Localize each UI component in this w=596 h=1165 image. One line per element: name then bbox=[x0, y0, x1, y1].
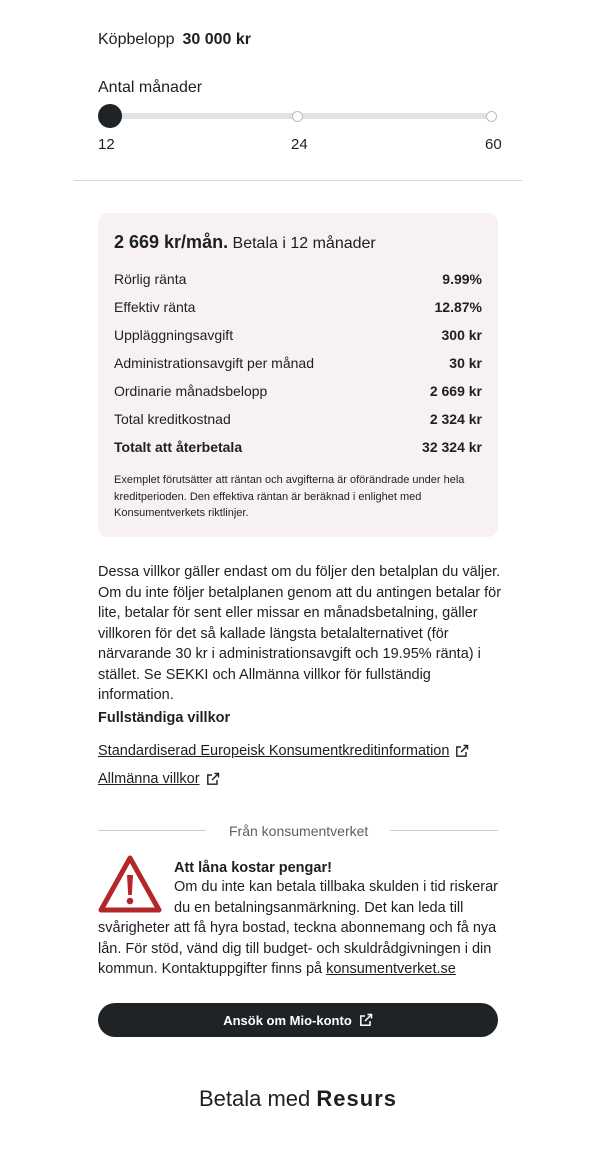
summary-disclaimer: Exemplet förutsätter att räntan och avgifterna är oförändrade under hela kreditperioden. Den effektiva räntan är beräknad i enlighet med Konsumentverkets riktlinjer. bbox=[114, 474, 465, 519]
footer-branding bbox=[0, 1085, 596, 1113]
warning-text-line: svårigheter att få hyra bostad, teckna abonnemang och få nya bbox=[98, 920, 497, 936]
summary-row bbox=[114, 382, 482, 400]
summary-row-label: Uppläggningsavgift bbox=[114, 327, 234, 343]
summary-row bbox=[114, 270, 482, 288]
summary-row-label: Total kreditkostnad bbox=[114, 411, 231, 427]
external-link-icon bbox=[206, 772, 220, 786]
summary-row-value: 12.87% bbox=[434, 299, 482, 315]
summary-row-value: 30 kr bbox=[449, 355, 482, 371]
kv-divider-right bbox=[390, 830, 498, 831]
purchase-amount bbox=[98, 30, 251, 50]
general-terms-link-label: Allmänna villkor bbox=[98, 771, 200, 787]
sekki-link-label: Standardiserad Europeisk Konsumentkreditinformation bbox=[98, 743, 450, 759]
summary-row-total bbox=[114, 438, 482, 456]
konsumentverket-link[interactable]: konsumentverket.se bbox=[326, 961, 456, 977]
external-link-icon bbox=[455, 744, 469, 758]
summary-row-label: Ordinarie månadsbelopp bbox=[114, 383, 268, 399]
summary-row-label: Effektiv ränta bbox=[114, 299, 196, 315]
external-link-icon bbox=[359, 1013, 373, 1027]
summary-row-label: Rörlig ränta bbox=[114, 271, 187, 287]
summary-row bbox=[114, 326, 482, 344]
summary-row-label: Totalt att återbetala bbox=[114, 439, 243, 455]
warning-triangle-icon bbox=[98, 855, 162, 913]
warning-text-line bbox=[98, 959, 456, 980]
warning-text-prefix: kommun. Kontaktuppgifter finns på bbox=[98, 961, 327, 977]
summary-heading bbox=[114, 231, 376, 255]
months-label: Antal månader bbox=[98, 79, 203, 96]
summary-row-value: 9.99% bbox=[442, 271, 482, 287]
months-slider-handle[interactable] bbox=[98, 104, 122, 128]
terms-paragraph: Dessa villkor gäller endast om du följer den betalplan du väljer. Om du inte följer betalplanen genom att du antingen betalar för lite, betalar för sent eller missar en månadsbetalning, gäller villkoren för det så kallade längsta betalalternativet (för närvarande 30 kr i administrationsavgift och 19.95% ränta) i stället. Se SEKKI och Allmänna villkor för fullständig information. bbox=[98, 564, 502, 703]
summary-row-label: Administrationsavgift per månad bbox=[114, 355, 314, 371]
warning-text-line: du en betalningsanmärkning. Det kan leda till bbox=[174, 899, 464, 916]
months-slider-step-60[interactable] bbox=[486, 111, 497, 122]
apply-button-label: Ansök om Mio-konto bbox=[223, 1012, 352, 1028]
loan-summary-card bbox=[98, 213, 498, 537]
monthly-amount: 2 669 kr/mån. bbox=[114, 232, 229, 252]
sekki-link[interactable] bbox=[98, 742, 469, 760]
summary-row bbox=[114, 298, 482, 316]
kv-divider-left bbox=[98, 830, 206, 831]
months-tick-60: 60 bbox=[485, 136, 502, 153]
warning-text-line: lån. För stöd, vänd dig till budget- och skuldrådgivningen i din bbox=[98, 940, 492, 957]
summary-row bbox=[114, 410, 482, 428]
purchase-value: 30 000 kr bbox=[182, 31, 252, 48]
summary-row-value: 300 kr bbox=[441, 327, 482, 343]
resurs-logo: Resurs bbox=[316, 1086, 397, 1111]
payment-period: Betala i 12 månader bbox=[232, 235, 376, 252]
months-tick-24: 24 bbox=[291, 136, 308, 153]
summary-row-value: 2 324 kr bbox=[429, 411, 482, 427]
full-terms-heading: Fullständiga villkor bbox=[98, 710, 231, 726]
warning-text-line: Om du inte kan betala tillbaka skulden i tid riskerar bbox=[174, 879, 498, 895]
purchase-label: Köpbelopp bbox=[98, 31, 175, 48]
summary-row-value: 2 669 kr bbox=[429, 383, 482, 399]
summary-row-value: 32 324 kr bbox=[422, 439, 482, 455]
months-slider-step-24[interactable] bbox=[292, 111, 303, 122]
summary-row bbox=[114, 354, 482, 372]
section-divider bbox=[74, 180, 522, 181]
footer-prefix: Betala med bbox=[198, 1086, 311, 1111]
warning-title: Att låna kostar pengar! bbox=[174, 860, 332, 876]
konsumentverket-label: Från konsumentverket bbox=[229, 823, 369, 839]
months-tick-12: 12 bbox=[98, 136, 115, 153]
apply-mio-account-button[interactable] bbox=[98, 1003, 498, 1037]
general-terms-link[interactable] bbox=[98, 770, 220, 788]
